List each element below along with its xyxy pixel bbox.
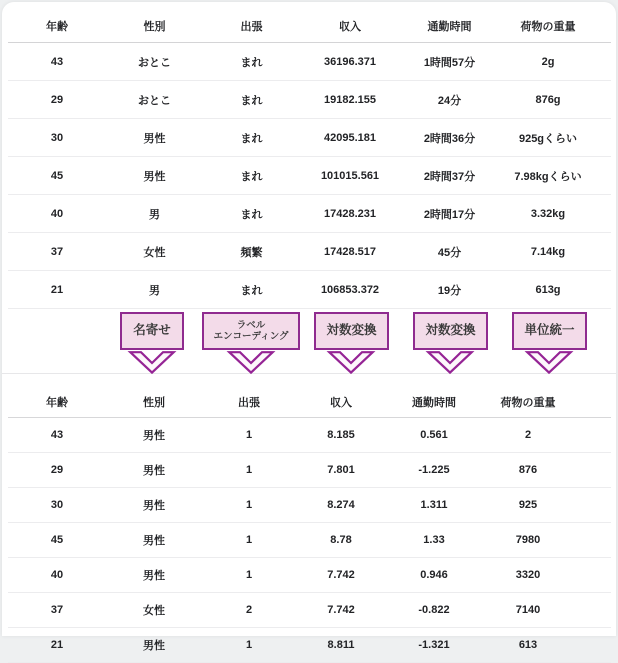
- table-cell: 8.811: [296, 628, 386, 663]
- table-cell: おとこ: [106, 81, 203, 119]
- table-cell: 男性: [106, 119, 203, 157]
- table-cell: まれ: [203, 271, 300, 309]
- table-cell: 45: [8, 523, 106, 558]
- table-cell: 876: [482, 453, 574, 488]
- table-row: [8, 271, 611, 309]
- table-cell: 2時間17分: [400, 195, 499, 233]
- transform-box-nayose: [120, 312, 184, 350]
- table-cell: 36196.371: [300, 43, 400, 81]
- table-cell: -1.321: [386, 628, 482, 663]
- column-header: 荷物の重量: [499, 2, 597, 43]
- table-cell: まれ: [203, 119, 300, 157]
- transform-label: 単位統一: [524, 323, 575, 338]
- table-cell: 男性: [106, 418, 202, 453]
- table-cell: 101015.561: [300, 157, 400, 195]
- table-cell-filler: [574, 418, 611, 453]
- table-cell: 29: [8, 81, 106, 119]
- table-cell: まれ: [203, 81, 300, 119]
- table-cell: 40: [8, 195, 106, 233]
- table-cell: 3320: [482, 558, 574, 593]
- table-cell: 29: [8, 453, 106, 488]
- table-cell: 男性: [106, 488, 202, 523]
- table-cell: 1.311: [386, 488, 482, 523]
- table-cell: 7.742: [296, 558, 386, 593]
- table-cell: 21: [8, 271, 106, 309]
- transform-label: 名寄せ: [133, 323, 171, 338]
- table-row: [8, 81, 611, 119]
- transform-box-log-transform-commute: [413, 312, 488, 350]
- table-cell: 925: [482, 488, 574, 523]
- table-row: [8, 43, 611, 81]
- table-cell-filler: [574, 488, 611, 523]
- table-cell: 45: [8, 157, 106, 195]
- table-row: [8, 418, 611, 453]
- transform-box-unit-unification: [512, 312, 587, 350]
- table-cell: 1: [202, 488, 296, 523]
- column-header: 通勤時間: [386, 374, 482, 418]
- table-cell-filler: [574, 593, 611, 628]
- transform-pipeline: [2, 309, 616, 373]
- table-cell: 0.946: [386, 558, 482, 593]
- down-arrow-icon: [328, 351, 374, 374]
- table-cell: 2g: [499, 43, 597, 81]
- table-cell: 2: [482, 418, 574, 453]
- column-header-filler: [597, 2, 611, 43]
- table-cell: 1: [202, 453, 296, 488]
- table-cell-filler: [597, 157, 611, 195]
- table-cell: 7140: [482, 593, 574, 628]
- table-row: [8, 593, 611, 628]
- table-cell: 1: [202, 418, 296, 453]
- table-cell: 876g: [499, 81, 597, 119]
- table-cell: 30: [8, 488, 106, 523]
- table-cell-filler: [597, 43, 611, 81]
- column-header: 収入: [296, 374, 386, 418]
- table-before-preprocessing: [8, 2, 611, 309]
- table-cell-filler: [574, 523, 611, 558]
- table-cell: 男性: [106, 523, 202, 558]
- table-cell: -1.225: [386, 453, 482, 488]
- table-cell: 21: [8, 628, 106, 663]
- table-cell-filler: [574, 628, 611, 663]
- table-cell: 1時間57分: [400, 43, 499, 81]
- table-after-preprocessing: [8, 374, 611, 663]
- table-cell: 男: [106, 271, 203, 309]
- table-row: [8, 488, 611, 523]
- table-cell: 40: [8, 558, 106, 593]
- down-arrow-icon: [129, 351, 175, 374]
- table-cell: 17428.517: [300, 233, 400, 271]
- table-cell: 男: [106, 195, 203, 233]
- table-cell: 0.561: [386, 418, 482, 453]
- table-cell: 43: [8, 418, 106, 453]
- table-cell: 2時間37分: [400, 157, 499, 195]
- table-cell: -0.822: [386, 593, 482, 628]
- column-header: 収入: [300, 2, 400, 43]
- table-cell: 19182.155: [300, 81, 400, 119]
- table-row: [8, 157, 611, 195]
- table-cell-filler: [597, 233, 611, 271]
- table-cell: 30: [8, 119, 106, 157]
- table-cell: 7.98kgくらい: [499, 157, 597, 195]
- transform-label: エンコーディング: [213, 331, 289, 342]
- table-cell: 613: [482, 628, 574, 663]
- table-cell: 8.185: [296, 418, 386, 453]
- down-arrow-icon: [228, 351, 274, 374]
- table-cell: 2時間36分: [400, 119, 499, 157]
- table-cell: まれ: [203, 195, 300, 233]
- table-cell: 男性: [106, 157, 203, 195]
- transform-box-label-encoding: [202, 312, 300, 350]
- column-header: 性別: [106, 2, 203, 43]
- column-header: 年齢: [8, 2, 106, 43]
- table-cell: 女性: [106, 233, 203, 271]
- table-cell: 女性: [106, 593, 202, 628]
- table-cell-filler: [597, 195, 611, 233]
- column-header: 出張: [203, 2, 300, 43]
- table-cell: 925gくらい: [499, 119, 597, 157]
- table-row: [8, 233, 611, 271]
- table-cell: 頻繁: [203, 233, 300, 271]
- data-preprocessing-figure: [2, 2, 616, 652]
- table-cell: 45分: [400, 233, 499, 271]
- table-cell: 7.14kg: [499, 233, 597, 271]
- down-arrow-icon: [427, 351, 473, 374]
- table-cell: 106853.372: [300, 271, 400, 309]
- table-cell: 19分: [400, 271, 499, 309]
- table-cell: 43: [8, 43, 106, 81]
- table-cell: 37: [8, 233, 106, 271]
- table-cell: まれ: [203, 43, 300, 81]
- table-cell: 1: [202, 628, 296, 663]
- table-cell: 7.801: [296, 453, 386, 488]
- column-header-filler: [574, 374, 611, 418]
- column-header: 年齢: [8, 374, 106, 418]
- table-cell-filler: [597, 271, 611, 309]
- table-cell: 37: [8, 593, 106, 628]
- table-cell: 男性: [106, 453, 202, 488]
- column-header: 性別: [106, 374, 202, 418]
- table-cell: 613g: [499, 271, 597, 309]
- transform-label: 対数変換: [326, 323, 377, 338]
- table-row: [8, 628, 611, 663]
- table-cell-filler: [597, 119, 611, 157]
- table-cell: 男性: [106, 558, 202, 593]
- down-arrow-icon: [526, 351, 572, 374]
- table-row: [8, 558, 611, 593]
- table-cell: 8.274: [296, 488, 386, 523]
- table-cell: 17428.231: [300, 195, 400, 233]
- table-cell-filler: [597, 81, 611, 119]
- table-cell: 1.33: [386, 523, 482, 558]
- table-cell: まれ: [203, 157, 300, 195]
- table-cell-filler: [574, 453, 611, 488]
- table-cell: 7980: [482, 523, 574, 558]
- table-row: [8, 523, 611, 558]
- table-cell: 42095.181: [300, 119, 400, 157]
- table-cell: 7.742: [296, 593, 386, 628]
- table-cell: おとこ: [106, 43, 203, 81]
- table-cell: 男性: [106, 628, 202, 663]
- transform-label: 対数変換: [425, 323, 476, 338]
- column-header: 通勤時間: [400, 2, 499, 43]
- table-row: [8, 195, 611, 233]
- table-row: [8, 453, 611, 488]
- transform-box-log-transform-income: [314, 312, 389, 350]
- column-header: 出張: [202, 374, 296, 418]
- table-cell: 1: [202, 523, 296, 558]
- table-cell: 24分: [400, 81, 499, 119]
- table-cell-filler: [574, 558, 611, 593]
- transform-label: ラベル: [236, 319, 266, 331]
- table-row: [8, 119, 611, 157]
- header-row: [8, 374, 611, 418]
- table-cell: 3.32kg: [499, 195, 597, 233]
- table-cell: 2: [202, 593, 296, 628]
- table-cell: 1: [202, 558, 296, 593]
- header-row: [8, 2, 611, 43]
- table-cell: 8.78: [296, 523, 386, 558]
- column-header: 荷物の重量: [482, 374, 574, 418]
